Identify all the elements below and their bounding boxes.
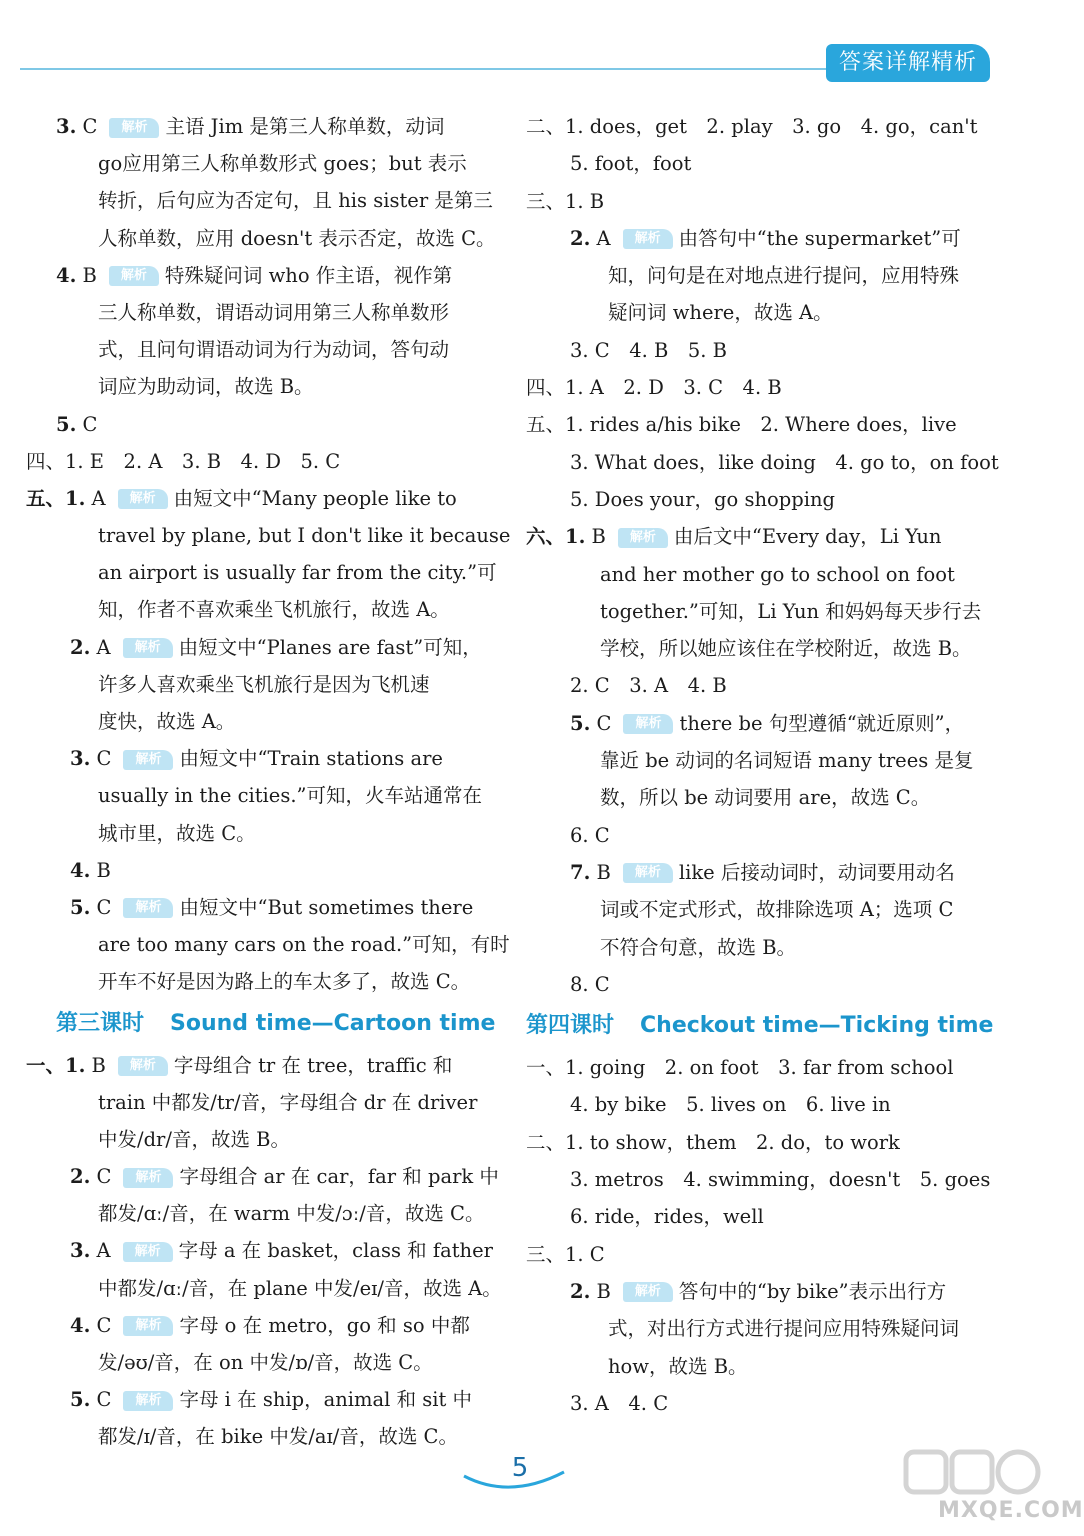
answer-line — [26, 220, 498, 257]
line-text: 由后文中“Every day，Li Yun — [673, 525, 942, 549]
answer-line — [526, 1236, 1018, 1273]
item-answer: B — [90, 858, 111, 882]
answer-line — [526, 444, 1018, 481]
line-text: 学校，所以她应该住在学校附近，故选 B。 — [600, 637, 972, 661]
line-text: 人称单数，应用 doesn't 表示否定，故选 C。 — [98, 226, 496, 250]
item-answer: B — [590, 860, 611, 884]
line-text: 四、1. A 2. D 3. C 4. B — [526, 376, 782, 400]
line-text: 字母 a 在 basket，class 和 father — [178, 1239, 493, 1263]
answer-line — [26, 368, 498, 405]
line-text: 词或不定式形式，故排除选项 A；选项 C — [600, 898, 954, 922]
line-text: 主语 Jim 是第三人称单数，动词 — [165, 115, 445, 138]
answer-line — [26, 1344, 498, 1381]
line-text: like 后接动词时，动词要用动名 — [678, 860, 955, 884]
line-text: 由答句中“the supermarket”可 — [678, 226, 961, 250]
line-text: 字母组合 tr 在 tree，traffic 和 — [173, 1053, 453, 1077]
answer-line — [526, 966, 1018, 1003]
item-number: 3. — [70, 1239, 91, 1263]
answer-line — [526, 145, 1018, 182]
analysis-tag: 解析 — [109, 266, 159, 286]
analysis-tag: 解析 — [123, 1391, 173, 1411]
page-number: 5 — [511, 1453, 529, 1483]
answer-line — [526, 183, 1018, 220]
answer-line — [26, 1418, 498, 1455]
item-number: 5. — [70, 895, 91, 919]
answer-line — [26, 852, 498, 889]
line-text: there be 句型遵循“就近原则”， — [679, 711, 965, 735]
line-text: 6. C — [570, 823, 610, 847]
line-text: 8. C — [570, 972, 610, 996]
item-answer: A — [90, 1239, 111, 1263]
analysis-tag: 解析 — [123, 1316, 173, 1336]
line-text: 中发/dr/音，故选 B。 — [98, 1127, 290, 1151]
line-text: 2. C 3. A 4. B — [570, 674, 727, 698]
line-text: 由短文中“Planes are fast”可知， — [178, 635, 482, 659]
answer-line — [26, 182, 498, 219]
answer-line — [526, 108, 1018, 145]
analysis-tag: 解析 — [623, 714, 673, 734]
answer-line — [26, 1121, 498, 1158]
line-text: train 中都发/tr/音，字母组合 dr 在 driver — [98, 1090, 478, 1114]
answer-line — [26, 294, 498, 331]
answer-line — [526, 1049, 1018, 1086]
line-text: 疑问词 where，故选 A。 — [608, 301, 833, 325]
line-text: 知，作者不喜欢乘坐飞机旅行，故选 A。 — [98, 598, 450, 622]
answer-line — [526, 630, 1018, 667]
line-text: 由短文中“Many people like to — [173, 486, 457, 510]
answer-line — [526, 817, 1018, 854]
analysis-tag: 解析 — [618, 528, 668, 548]
answer-line — [526, 220, 1018, 257]
line-text: usually in the cities.”可知，火车站通常在 — [98, 784, 483, 808]
answer-line — [526, 1124, 1018, 1161]
answer-line — [26, 1084, 498, 1121]
item-number: 5. — [570, 711, 591, 735]
item-answer: C — [76, 412, 98, 436]
line-text: 特殊疑问词 who 作主语，视作第 — [164, 263, 453, 287]
item-answer: A — [590, 226, 611, 250]
item-number: 4. — [70, 858, 91, 882]
answer-line — [26, 1270, 502, 1307]
line-text: 3. metros 4. swimming，doesn't 5. goes — [570, 1168, 991, 1192]
item-answer: C — [590, 711, 612, 735]
line-text: 5. foot，foot — [570, 152, 692, 176]
line-text: 3. A 4. C — [570, 1391, 669, 1415]
answer-line — [26, 145, 498, 182]
item-number: 7. — [570, 860, 591, 884]
answer-line — [526, 929, 1018, 966]
analysis-tag: 解析 — [623, 229, 673, 249]
line-text: 式，且问句谓语动词为行为动词，答句动 — [98, 338, 450, 362]
answer-line — [26, 815, 498, 852]
item-answer: B — [76, 263, 97, 287]
analysis-tag: 解析 — [123, 1242, 173, 1262]
analysis-tag: 解析 — [118, 1056, 168, 1076]
answer-line — [26, 1195, 498, 1232]
line-text: how，故选 B。 — [608, 1354, 748, 1378]
section-lesson: 第三课时 — [56, 1010, 145, 1036]
line-text: 词应为助动词，故选 B。 — [98, 375, 314, 399]
header-tab: 答案详解精析 — [826, 44, 990, 82]
answer-line — [26, 740, 498, 777]
answer-line — [26, 777, 498, 814]
line-text: 由短文中“But sometimes there — [179, 895, 474, 919]
watermark-text: MXQE.COM — [938, 1498, 1084, 1523]
answer-line — [26, 517, 511, 554]
line-text: 四、1. E 2. A 3. B 4. D 5. C — [26, 449, 341, 473]
item-number: 5. — [56, 412, 77, 436]
answer-line — [26, 926, 510, 963]
line-text: 字母 o 在 metro，go 和 so 中都 — [179, 1313, 470, 1337]
item-answer: C — [90, 895, 112, 919]
line-text: 开车不好是因为路上的车太多了，故选 C。 — [98, 970, 471, 994]
answer-line — [26, 963, 498, 1000]
line-text: 五、1. rides a/his bike 2. Where does，live — [526, 413, 957, 437]
line-text: 3. C 4. B 5. B — [570, 338, 727, 362]
answer-line — [526, 332, 1018, 369]
item-number: 3. — [56, 115, 77, 138]
header-rule — [20, 68, 840, 70]
line-text: 靠近 be 动词的名词短语 many trees 是复 — [600, 749, 974, 773]
line-text: and her mother go to school on foot — [600, 562, 955, 586]
line-text: are too many cars on the road.”可知，有时 — [98, 933, 510, 957]
analysis-tag: 解析 — [123, 750, 173, 770]
answer-line — [526, 742, 1018, 779]
analysis-tag: 解析 — [123, 898, 173, 918]
answer-line — [26, 1381, 498, 1418]
item-number: 六、1. — [526, 525, 586, 549]
answer-line — [526, 667, 1018, 704]
answer-line — [526, 481, 1018, 518]
line-text: 字母组合 ar 在 car，far 和 park 中 — [179, 1165, 499, 1189]
item-number: 一、1. — [26, 1053, 86, 1077]
answer-line — [26, 108, 498, 145]
item-answer: B — [585, 525, 606, 549]
answer-line — [26, 666, 498, 703]
line-text: 不符合句意，故选 B。 — [600, 935, 797, 959]
line-text: 二、1. to show，them 2. do，to work — [526, 1130, 900, 1154]
answer-line — [26, 629, 498, 666]
answer-line — [526, 1273, 1018, 1310]
line-text: 由短文中“Train stations are — [179, 747, 443, 771]
answer-line — [526, 518, 1018, 555]
answer-line — [26, 1307, 498, 1344]
answer-line — [26, 331, 498, 368]
answer-line — [526, 705, 1018, 742]
answer-line — [26, 554, 498, 591]
line-text: 一、1. going 2. on foot 3. far from school — [526, 1056, 954, 1080]
section-title: Checkout time—Ticking time — [640, 1013, 994, 1039]
answer-line — [26, 406, 498, 443]
line-text: 三人称单数，谓语动词用第三人称单数形 — [98, 300, 450, 324]
line-text: 城市里，故选 C。 — [98, 821, 256, 845]
line-text: travel by plane, but I don't like it because — [98, 524, 511, 548]
answer-line — [526, 1385, 1018, 1422]
line-text: 知，问句是在对地点进行提问，应用特殊 — [608, 264, 960, 288]
answer-line — [26, 480, 498, 517]
item-number: 2. — [570, 1279, 591, 1303]
line-text: 3. What does，like doing 4. go to，on foot — [570, 450, 999, 474]
item-answer: B — [85, 1053, 106, 1077]
section-heading — [526, 1003, 1018, 1049]
answer-line — [26, 591, 498, 628]
analysis-tag: 解析 — [123, 1168, 173, 1188]
answer-line — [526, 891, 1018, 928]
line-text: 中都发/ɑː/音，在 plane 中发/eɪ/音，故选 A。 — [98, 1276, 502, 1300]
line-text: 许多人喜欢乘坐飞机旅行是因为飞机速 — [98, 672, 430, 696]
line-text: 字母 i 在 ship，animal 和 sit 中 — [179, 1388, 473, 1412]
item-answer: C — [90, 1313, 112, 1337]
line-text: 数，所以 be 动词要用 are，故选 C。 — [600, 786, 931, 810]
line-text: 都发/ɪ/音，在 bike 中发/aɪ/音，故选 C。 — [98, 1425, 458, 1449]
answer-line — [26, 443, 498, 480]
answer-line — [26, 1158, 498, 1195]
line-text: 式，对出行方式进行提问应用特殊疑问词 — [608, 1317, 960, 1341]
item-answer: C — [90, 747, 112, 771]
section-lesson: 第四课时 — [526, 1013, 615, 1039]
item-number: 4. — [56, 263, 77, 287]
line-text: go应用第三人称单数形式 goes；but 表示 — [98, 152, 467, 176]
answer-line — [526, 779, 1018, 816]
line-text: 三、1. B — [526, 189, 605, 213]
item-answer: C — [76, 115, 98, 138]
answer-line — [526, 556, 1018, 593]
item-number: 五、1. — [26, 486, 86, 510]
answer-line — [526, 1161, 1018, 1198]
item-answer: B — [590, 1279, 611, 1303]
analysis-tag: 解析 — [109, 118, 159, 138]
item-number: 2. — [70, 635, 91, 659]
line-text: 5. Does your，go shopping — [570, 487, 836, 511]
analysis-tag: 解析 — [623, 1282, 673, 1302]
answer-line — [26, 1047, 498, 1084]
left-column — [26, 108, 511, 1456]
item-answer: C — [90, 1165, 112, 1189]
line-text: 6. ride，rides，well — [570, 1205, 764, 1229]
line-text: together.”可知，Li Yun 和妈妈每天步行去 — [600, 599, 982, 623]
section-title: Sound time—Cartoon time — [170, 1010, 496, 1036]
line-text: 4. by bike 5. lives on 6. live in — [570, 1093, 891, 1117]
item-number: 4. — [70, 1313, 91, 1337]
line-text: 二、1. does，get 2. play 3. go 4. go，can't — [526, 115, 978, 138]
answer-line — [26, 1232, 498, 1269]
answer-line — [26, 703, 498, 740]
answer-line — [526, 1086, 1018, 1123]
answer-line — [526, 406, 1018, 443]
item-answer: A — [85, 486, 106, 510]
answer-line — [526, 294, 1018, 331]
section-heading — [26, 1001, 498, 1047]
analysis-tag: 解析 — [118, 489, 168, 509]
line-text: 都发/ɑː/音，在 warm 中发/ɔː/音，故选 C。 — [98, 1202, 485, 1226]
line-text: 转折，后句应为否定句，且 his sister 是第三 — [98, 189, 493, 213]
item-answer: C — [90, 1388, 112, 1412]
answer-line — [526, 1198, 1018, 1235]
item-number: 5. — [70, 1388, 91, 1412]
item-number: 2. — [70, 1165, 91, 1189]
line-text: an airport is usually far from the city.”可 — [98, 561, 497, 585]
line-text: 答句中的“by bike”表示出行方 — [678, 1279, 947, 1303]
line-text: 发/əʊ/音，在 on 中发/ɒ/音，故选 C。 — [98, 1351, 433, 1374]
item-number: 2. — [570, 226, 591, 250]
answer-line — [526, 369, 1018, 406]
analysis-tag: 解析 — [123, 638, 173, 658]
right-column — [526, 108, 1018, 1422]
line-text: 度快，故选 A。 — [98, 710, 236, 733]
answer-line — [526, 593, 1018, 630]
answer-line — [526, 1348, 1018, 1385]
answer-line — [526, 257, 1018, 294]
answer-line — [526, 1310, 1018, 1347]
item-number: 3. — [70, 747, 91, 771]
item-answer: A — [90, 635, 111, 659]
analysis-tag: 解析 — [623, 863, 673, 883]
answer-line — [526, 854, 1018, 891]
answer-line — [26, 257, 498, 294]
answer-line — [26, 889, 498, 926]
line-text: 三、1. C — [526, 1242, 605, 1266]
